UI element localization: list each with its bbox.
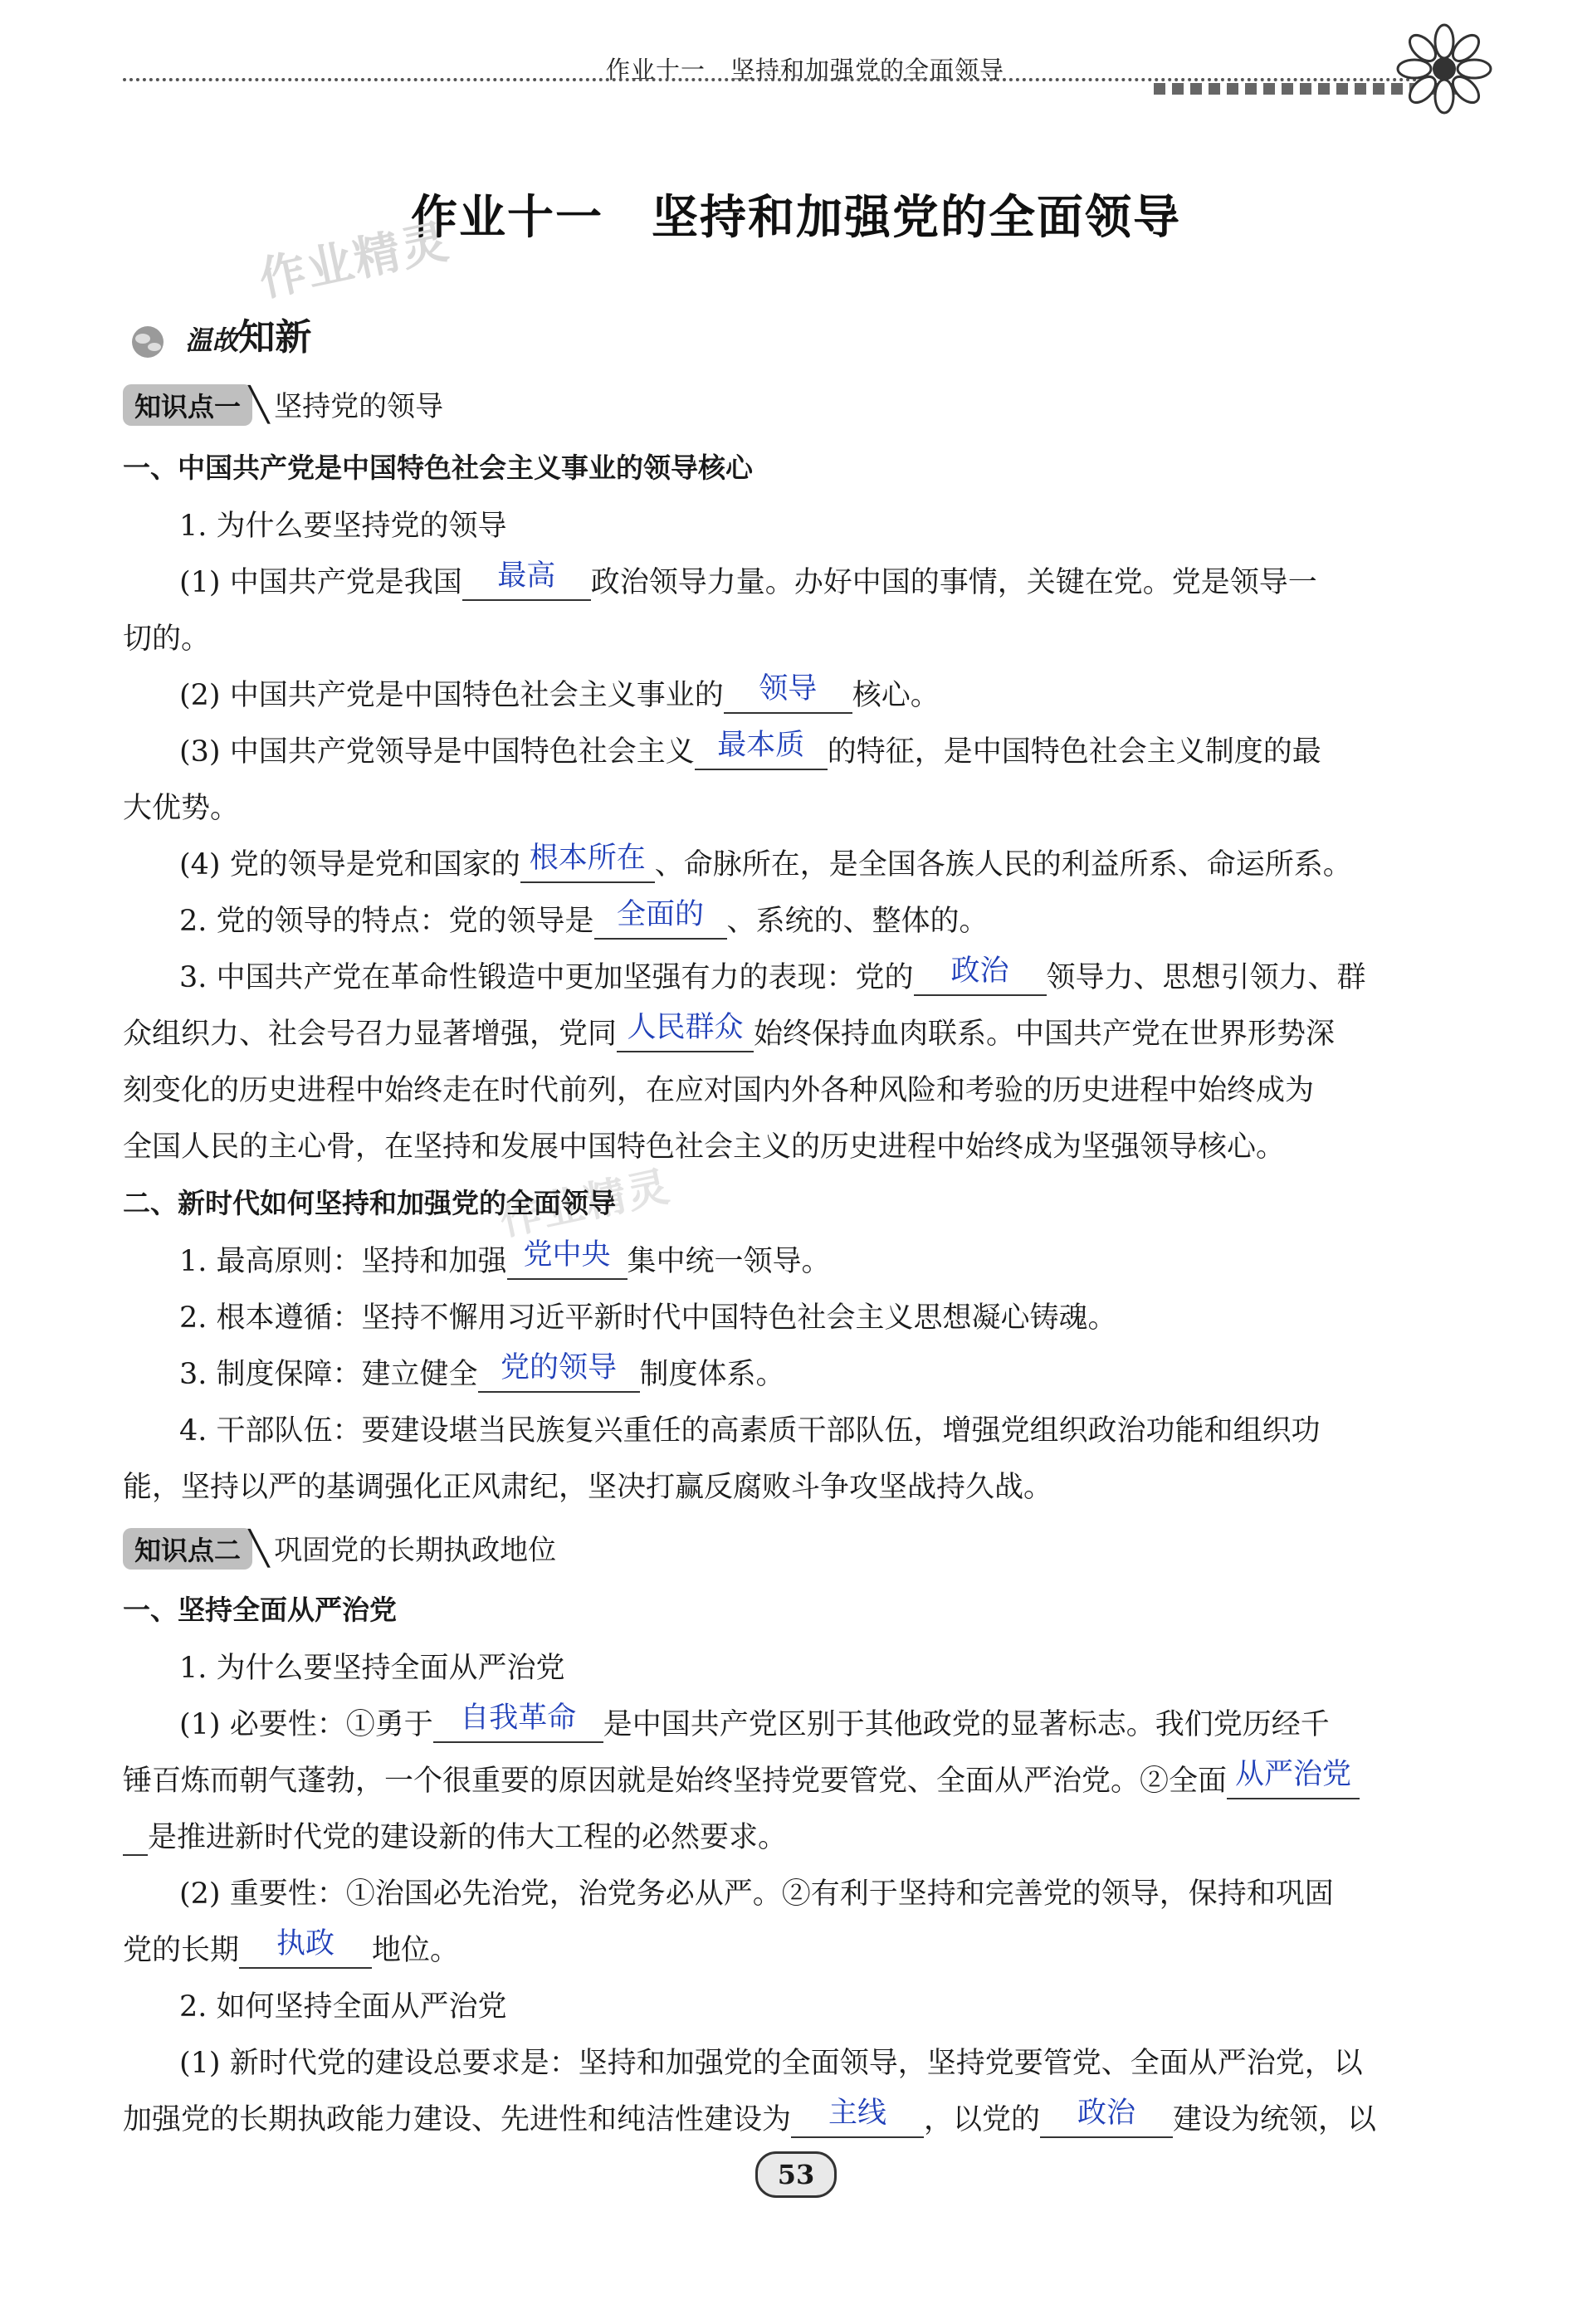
running-header: 作业十一 坚持和加强党的全面领导: [606, 56, 1005, 84]
handwritten-answer: 领导: [759, 672, 818, 706]
text-line: 切的。: [123, 622, 211, 656]
header-dotted-rule: [123, 78, 1418, 81]
answer-blank: [594, 898, 727, 940]
handwritten-answer: 党的领导: [501, 1351, 618, 1384]
answer-blank: [724, 672, 852, 714]
text-line: 党的长期 执政 地位。: [123, 1927, 1484, 1969]
text-line: 锤百炼而朝气蓬勃，一个很重要的原因就是始终坚持党要管党、全面从严治党。②全面 从严治党: [123, 1758, 1484, 1799]
knowledge-point-2: 知识点二 ╲ 巩固党的长期执政地位: [123, 1527, 556, 1570]
answer-blank: [791, 2097, 924, 2138]
section-heading: [123, 307, 311, 360]
text-line: 大优势。: [123, 792, 240, 825]
answer-blank: [239, 1927, 372, 1969]
knowledge-point-badge: 知识点一: [123, 384, 252, 426]
subheading: 一、坚持全面从严治党: [123, 1594, 397, 1626]
handwritten-answer: 最本质: [717, 729, 805, 762]
handwritten-answer: 根本所在: [529, 842, 646, 875]
answer-blank-continued: [123, 1821, 148, 1856]
text-line: 3. 制度保障：建立健全 党的领导 制度体系。: [179, 1351, 1482, 1393]
text-line: (2) 重要性：①治国必先治党，治党务必从严。②有利于坚持和完善党的领导，保持和巩固: [179, 1877, 1334, 1911]
text-line: 1. 为什么要坚持党的领导: [179, 510, 507, 543]
flower-icon: [1394, 23, 1494, 115]
page-number: 53: [755, 2151, 837, 2198]
handwritten-answer: 政治: [1077, 2097, 1136, 2130]
text-line: (4) 党的领导是党和国家的 根本所在 、命脉所在，是全国各族人民的利益所系、命运所系。: [179, 842, 1482, 883]
handwritten-answer: 最高: [497, 559, 556, 593]
review-icon: [123, 320, 173, 359]
text-line: 4. 干部队伍：要建设堪当民族复兴重任的高素质干部队伍，增强党组织政治功能和组织功: [179, 1414, 1321, 1448]
text-line: (1) 中国共产党是我国 最高 政治领导力量。办好中国的事情，关键在党。党是领导一: [179, 559, 1482, 601]
page-title: 作业十一 坚持和加强党的全面领导: [411, 191, 1181, 245]
handwritten-answer: 党中央: [523, 1238, 611, 1272]
text-line: (2) 中国共产党是中国特色社会主义事业的 领导 核心。: [179, 672, 1482, 714]
watermark: 作业精灵: [254, 214, 455, 308]
subheading: 一、中国共产党是中国特色社会主义事业的领导核心: [123, 452, 753, 484]
text-line: 2. 党的领导的特点：党的领导是 全面的 、系统的、整体的。: [179, 898, 1482, 940]
watermark: 作业精灵: [496, 1161, 675, 1245]
answer-blank: [914, 954, 1047, 996]
handwritten-answer: 执政: [276, 1927, 335, 1960]
text-line: 是推进新时代党的建设新的伟大工程的必然要求。: [123, 1814, 1484, 1856]
handwritten-answer: 主线: [828, 2097, 887, 2130]
handwritten-answer: 政治: [950, 954, 1009, 988]
answer-blank: [433, 1702, 603, 1743]
knowledge-point-1: 知识点一 ╲ 坚持党的领导: [123, 383, 443, 426]
answer-blank: [1040, 2097, 1173, 2138]
text-line: 刻变化的历史进程中始终走在时代前列，在应对国内外各种风险和考验的历史进程中始终成为: [123, 1074, 1315, 1107]
section-heading-small: 温故: [185, 325, 239, 356]
knowledge-point-title: 巩固党的长期执政地位: [274, 1534, 557, 1567]
handwritten-answer: 自我革命: [460, 1702, 577, 1735]
text-line: 众组织力、社会号召力显著增强，党同 人民群众 始终保持血肉联系。中国共产党在世界形势深: [123, 1011, 1484, 1052]
text-line: 加强党的长期执政能力建设、先进性和纯洁性建设为 主线 ，以党的 政治 建设为统领，以: [123, 2097, 1484, 2138]
text-line: 1. 最高原则：坚持和加强 党中央 集中统一领导。: [179, 1238, 1482, 1280]
section-heading-big: 知新: [238, 316, 312, 359]
text-line: 2. 根本遵循：坚持不懈用习近平新时代中国特色社会主义思想凝心铸魂。: [179, 1301, 1117, 1335]
text-line: (3) 中国共产党领导是中国特色社会主义 最本质 的特征，是中国特色社会主义制度的最: [179, 729, 1482, 770]
answer-blank: [617, 1011, 754, 1052]
knowledge-point-title: 坚持党的领导: [274, 390, 444, 423]
answer-blank: [520, 842, 655, 883]
handwritten-answer: 从严治党: [1235, 1758, 1352, 1791]
answer-blank: [1227, 1758, 1360, 1799]
text-line: 1. 为什么要坚持全面从严治党: [179, 1652, 565, 1685]
text-line: 3. 中国共产党在革命性锻造中更加坚强有力的表现：党的 政治 领导力、思想引领力、群: [179, 954, 1482, 996]
handwritten-answer: 全面的: [617, 898, 705, 931]
subheading: 二、新时代如何坚持和加强党的全面领导: [123, 1187, 616, 1219]
answer-blank: [478, 1351, 640, 1393]
text-line: 2. 如何坚持全面从严治党: [179, 1990, 507, 2024]
answer-blank: [507, 1238, 628, 1280]
handwritten-answer: 人民群众: [627, 1011, 744, 1044]
text-line: (1) 必要性：①勇于 自我革命 是中国共产党区别于其他政党的显著标志。我们党历经千: [179, 1702, 1482, 1743]
text-line: 能，坚持以严的基调强化正风肃纪，坚决打赢反腐败斗争攻坚战持久战。: [123, 1471, 1053, 1504]
answer-blank: [695, 729, 828, 770]
text-line: 全国人民的主心骨，在坚持和发展中国特色社会主义的历史进程中始终成为坚强领导核心。: [123, 1130, 1286, 1164]
knowledge-point-badge: 知识点二: [123, 1528, 252, 1570]
text-line: (1) 新时代党的建设总要求是：坚持和加强党的全面领导，坚持党要管党、全面从严治党，以: [179, 2047, 1363, 2080]
answer-blank: [462, 559, 591, 601]
